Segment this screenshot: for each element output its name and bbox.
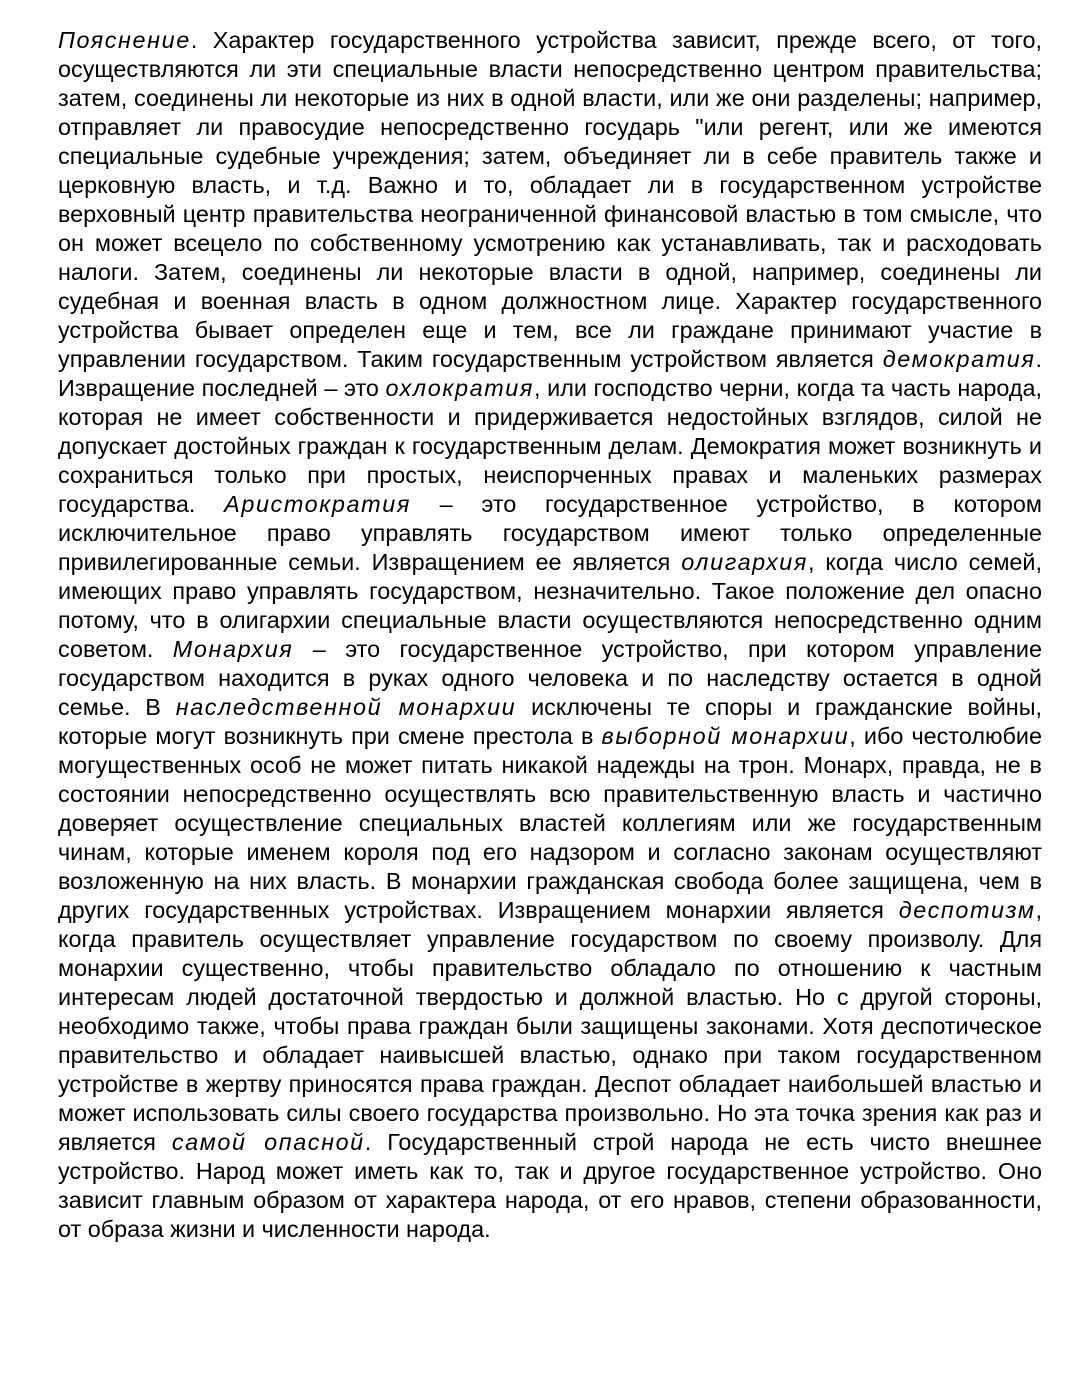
text-run: . Извращение последней – это (58, 346, 1042, 401)
text-run: , или господство черни, когда та часть народа, которая не имеет собственности и придерживается недостойных взглядов, силой не допускает достойных граждан к государственным делам. Демократия может возникнуть и сохраниться только при простых, неиспорченных правах и маленьких размерах государства. (58, 375, 1042, 517)
text-run: исключены те споры и гражданские войны, которые могут возникнуть при смене престола в (58, 694, 1042, 749)
text-run: – это государственное устройство, в котором исключительное право управлять государством имеют только определенные привилегированные семьи. Извращением ее является (58, 491, 1042, 575)
text-run: – это государственное устройство, при котором управление государством находится в руках одного человека и по наследству остается в одной семье. В (58, 636, 1042, 720)
term-ochlocracy: охлократия (385, 375, 534, 401)
term-despotism: деспотизм (898, 897, 1036, 923)
term-hereditary-monarchy: наследственной монархии (175, 694, 517, 720)
term-monarchy: Монархия (172, 636, 294, 662)
term-most-dangerous: самой опасной (171, 1129, 365, 1155)
text-run: , ибо честолюбие могущественных особ не может питать никакой надежды на трон. Монарх, правда, не в состоянии непосредственно осуществлять всю правительственную власть и частично доверяет осуществление специальных властей коллегиям или же государственным чинам, которые именем короля под его надзором и согласно законам осуществляют возложенную на них власть. В монархии гражданская свобода более защищена, чем в других государственных устройствах. Извращением монархии является (58, 723, 1042, 923)
term-oligarchy: олигархия (681, 549, 809, 575)
term-explanation: Пояснение (58, 27, 191, 53)
explanation-paragraph (58, 26, 1042, 1244)
document-page (58, 26, 1042, 1244)
term-aristocracy: Аристократия (224, 491, 411, 517)
text-run: . Характер государственного устройства зависит, прежде всего, от того, осуществляются ли эти специальные власти непосредственно центром правительства; затем, соединены ли некоторые из них в одной власти, или же они разделены; например, отправляет ли правосудие непосредственно государь "или регент, или же имеются специальные судебные учреждения; затем, объединяет ли в себе правитель также и церковную власть, и т.д. Важно и то, обладает ли в государственном устройстве верховный центр правительства неограниченной финансовой властью в том смысле, что он может всецело по собственному усмотрению как устанавливать, так и расходовать налоги. Затем, соединены ли некоторые власти в одной, например, соединены ли судебная и военная власть в одном должностном лице. Характер государственного устройства бывает определен еще и тем, все ли граждане принимают участие в управлении государством. Таким государственным устройством является (58, 27, 1042, 372)
term-democracy: демократия (882, 346, 1036, 372)
text-run: , когда число семей, имеющих право управлять государством, незначительно. Такое положение дел опасно потому, что в олигархии специальные власти осуществляются непосредственно одним советом. (58, 549, 1042, 662)
term-elective-monarchy: выборной монархии (601, 723, 850, 749)
text-run: , когда правитель осуществляет управление государством по своему произволу. Для монархии существенно, чтобы правительство обладало по отношению к частным интересам людей достаточной твердостью и должной властью. Но с другой стороны, необходимо также, чтобы права граждан были защищены законами. Хотя деспотическое правительство и обладает наивысшей властью, однако при таком государственном устройстве в жертву приносятся права граждан. Деспот обладает наибольшей властью и может использовать силы своего государства произвольно. Но эта точка зрения как раз и является (58, 897, 1042, 1155)
text-run: . Государственный строй народа не есть чисто внешнее устройство. Народ может иметь как то, так и другое государственное устройство. Оно зависит главным образом от характера народа, от его нравов, степени образованности, от образа жизни и численности народа. (58, 1129, 1042, 1242)
